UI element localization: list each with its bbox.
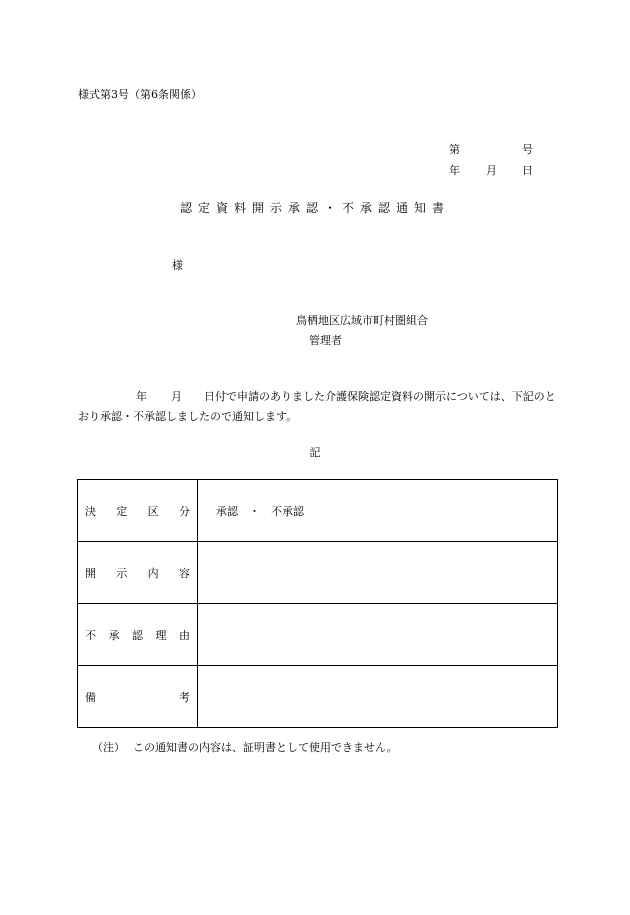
label-char: 区: [147, 504, 159, 518]
body-month: 月: [171, 390, 182, 403]
label-char: 承: [108, 628, 120, 642]
number-dai: 第: [449, 143, 460, 156]
body-year: 年: [136, 390, 147, 403]
addressee-suffix: 様: [172, 259, 183, 272]
label-char: 備: [85, 690, 96, 704]
row-label-disclosure: [78, 542, 198, 604]
date-month: 月: [486, 164, 497, 177]
row-value-decision: [198, 480, 558, 542]
row-value-reason: [198, 604, 558, 666]
issuer-organization: 鳥栖地区広域市町村圏組合: [296, 314, 428, 327]
body-text: 日付で申請のありました介護保険認定資料の開示については、下記のとおり承認・不承認しましたので通知します。: [78, 390, 556, 423]
footnote: [92, 739, 398, 755]
label-char: 開: [85, 566, 96, 580]
decision-table: [77, 479, 558, 728]
date-day: 日: [522, 164, 533, 177]
table-row: [78, 604, 558, 666]
label-char: 理: [155, 628, 167, 642]
row-value-remarks: [198, 666, 558, 728]
row-label-decision: [78, 480, 198, 542]
date-year: 年: [449, 164, 460, 177]
footnote-text: この通知書の内容は、証明書として使用できません。: [133, 741, 398, 754]
number-go: 号: [522, 143, 533, 156]
label-char: 決: [85, 504, 96, 518]
label-char: 不: [85, 628, 96, 642]
body-paragraph: [78, 387, 558, 427]
row-label-remarks: [78, 666, 198, 728]
label-char: 分: [178, 504, 190, 518]
ki-heading: 記: [309, 446, 321, 459]
table-row: [78, 666, 558, 728]
table-row: [78, 542, 558, 604]
footnote-prefix: （注）: [92, 741, 125, 754]
decision-value: 承認 ・ 不承認: [216, 504, 304, 518]
label-char: 由: [179, 628, 190, 642]
table-row: [78, 480, 558, 542]
label-char: 考: [179, 690, 190, 704]
document-title: 認定資料開示承認・不承認通知書: [179, 201, 450, 215]
row-label-reason: [78, 604, 198, 666]
label-char: 容: [178, 566, 190, 580]
form-number-label: 様式第3号（第6条関係）: [78, 88, 202, 101]
label-char: 認: [132, 628, 143, 642]
label-char: 内: [147, 566, 159, 580]
issuer-role: 管理者: [309, 334, 342, 347]
row-value-disclosure: [198, 542, 558, 604]
label-char: 定: [116, 504, 128, 518]
label-char: 示: [116, 566, 128, 580]
